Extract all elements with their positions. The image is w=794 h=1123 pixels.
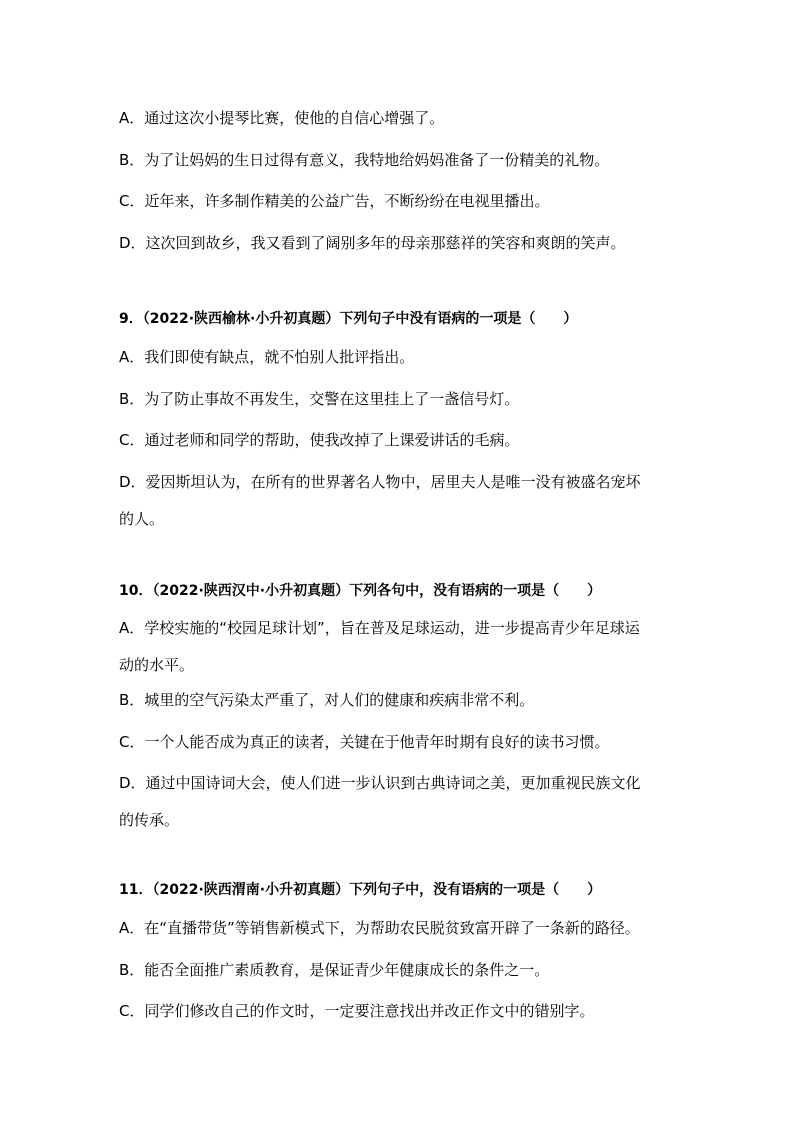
q9-option-d: D．爱因斯坦认为，在所有的世界著名人物中，居里夫人是唯一没有被盛名宠坏 (119, 473, 641, 491)
q9-option-c: C．通过老师和同学的帮助，使我改掉了上课爱讲话的毛病。 (119, 431, 520, 449)
q10-option-d: D．通过中国诗词大会，使人们进一步认识到古典诗词之美，更加重视民族文化 (119, 774, 641, 792)
q10-title: 10．（2022·陕西汉中·小升初真题）下列各句中，没有语病的一项是（ ） (119, 583, 602, 599)
q8-option-a: A．通过这次小提琴比赛，使他的自信心增强了。 (119, 109, 445, 127)
q11-option-b: B．能否全面推广素质教育，是保证青少年健康成长的条件之一。 (119, 961, 550, 979)
q10-option-d-cont: 的传承。 (119, 811, 180, 829)
q9-option-d-cont: 的人。 (119, 510, 165, 528)
q10-option-b: B．城里的空气污染太严重了，对人们的健康和疾病非常不利。 (119, 691, 535, 709)
q8-option-c: C．近年来，许多制作精美的公益广告，不断纷纷在电视里播出。 (119, 192, 550, 210)
q8-option-b: B．为了让妈妈的生日过得有意义，我特地给妈妈准备了一份精美的礼物。 (119, 151, 610, 169)
q10-option-c: C．一个人能否成为真正的读者，关键在于他青年时期有良好的读书习惯。 (119, 733, 610, 751)
q11-title: 11．（2022·陕西渭南·小升初真题）下列句子中，没有语病的一项是（ ） (119, 882, 602, 898)
q9-title: 9．（2022·陕西榆林·小升初真题）下列句子中没有语病的一项是（ ） (119, 311, 578, 327)
q11-option-c: C．同学们修改自己的作文时，一定要注意找出并改正作文中的错别字。 (119, 1002, 595, 1020)
q11-option-a: A．在“直播带货”等销售新模式下，为帮助农民脱贫致富开辟了一条新的路径。 (119, 919, 640, 937)
q10-option-a-cont: 动的水平。 (119, 656, 195, 674)
q9-option-b: B．为了防止事故不再发生，交警在这里挂上了一盏信号灯。 (119, 390, 520, 408)
q9-option-a: A．我们即使有缺点，就不怕别人批评指出。 (119, 348, 415, 366)
q8-option-d: D．这次回到故乡，我又看到了阔别多年的母亲那慈祥的笑容和爽朗的笑声。 (119, 234, 626, 252)
q10-option-a: A．学校实施的“校园足球计划”，旨在普及足球运动，进一步提高青少年足球运 (119, 619, 640, 637)
